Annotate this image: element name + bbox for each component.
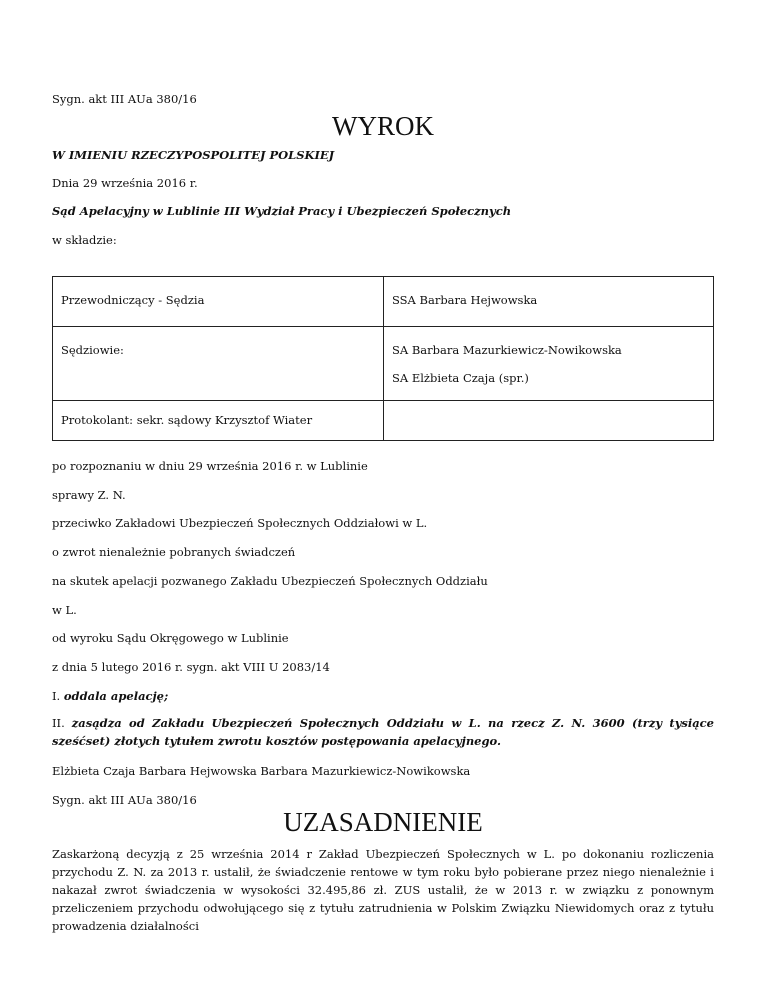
ruling-item-1-text: oddala apelację; xyxy=(63,689,169,703)
proceedings-line-4: o zwrot nienależnie pobranych świadczeń xyxy=(52,545,296,559)
clerk: Protokolant: sekr. sądowy Krzysztof Wiater xyxy=(61,413,313,427)
judges-label-cell xyxy=(53,327,384,401)
proceedings-line-6: w L. xyxy=(52,603,77,617)
clerk-row xyxy=(53,401,714,441)
judge-2: SA Elżbieta Czaja (spr.) xyxy=(392,371,529,385)
verdict-title: WYROK xyxy=(332,111,434,141)
proceedings-line-1: po rozpoznaniu w dniu 29 września 2016 r. w Lublinie xyxy=(52,459,368,473)
court-name: Sąd Apelacyjny w Lublinie III Wydział Pracy i Ubezpieczeń Społecznych xyxy=(52,204,512,218)
proceedings-line-2: sprawy Z. N. xyxy=(52,488,126,502)
judge-1: SA Barbara Mazurkiewicz-Nowikowska xyxy=(392,343,622,357)
ruling-item-2-number: II. xyxy=(52,716,65,730)
composition-table xyxy=(52,276,714,441)
signatures: Elżbieta Czaja Barbara Hejwowska Barbara Mazurkiewicz-Nowikowska xyxy=(52,764,471,778)
empty-cell xyxy=(384,401,714,441)
verdict-subtitle: W IMIENIU RZECZYPOSPOLITEJ POLSKIEJ xyxy=(52,148,335,162)
composition-label: w składzie: xyxy=(52,233,117,247)
ruling-item-2-text: zasądza od Zakładu Ubezpieczeń Społecznych Oddziału w L. na rzecz Z. N. 3600 (trzy tysiące sześćset) złotych tytułem zwrotu kosztów postępowania apelacyjnego. xyxy=(52,716,714,748)
proceedings-line-5: na skutek apelacji pozwanego Zakładu Ubezpieczeń Społecznych Oddziału xyxy=(52,574,488,588)
judges-names-cell xyxy=(384,327,714,401)
proceedings-line-7: od wyroku Sądu Okręgowego w Lublinie xyxy=(52,631,289,645)
proceedings-line-3: przeciwko Zakładowi Ubezpieczeń Społecznych Oddziałowi w L. xyxy=(52,516,428,530)
justification-title: UZASADNIENIE xyxy=(283,807,483,837)
ruling-item-1 xyxy=(52,689,168,704)
justification-case-reference: Sygn. akt III AUa 380/16 xyxy=(52,793,197,807)
ruling-item-1-number: I. xyxy=(52,689,61,703)
presiding-label: Przewodniczący - Sędzia xyxy=(61,293,205,307)
presiding-name: SSA Barbara Hejwowska xyxy=(392,293,538,307)
judges-row xyxy=(53,327,714,401)
presiding-name-cell xyxy=(384,277,714,327)
judges-label: Sędziowie: xyxy=(61,343,124,357)
case-reference: Sygn. akt III AUa 380/16 xyxy=(52,92,197,106)
presiding-label-cell xyxy=(53,277,384,327)
justification-paragraph: Zaskarżoną decyzją z 25 września 2014 r Zakład Ubezpieczeń Społecznych w L. po dokonaniu rozliczenia przychodu Z. N. za 2013 r. ustalił, że świadczenie rentowe w tym roku było pobierane przez niego nienależnie i nakazał zwrot świadczenia w wysokości 32.495,86 zł. ZUS ustalił, że w 2013 r. w związku z ponownym przeliczeniem przychodu odwołującego się z tytułu zatrudnienia w Polskim Związku Niewidomych oraz z tytułu prowadzenia działalności xyxy=(52,847,714,933)
proceedings-line-8: z dnia 5 lutego 2016 r. sygn. akt VIII U 2083/14 xyxy=(52,660,330,674)
presiding-row xyxy=(53,277,714,327)
ruling-item-2 xyxy=(52,714,714,750)
clerk-cell xyxy=(53,401,384,441)
verdict-date: Dnia 29 września 2016 r. xyxy=(52,176,198,190)
